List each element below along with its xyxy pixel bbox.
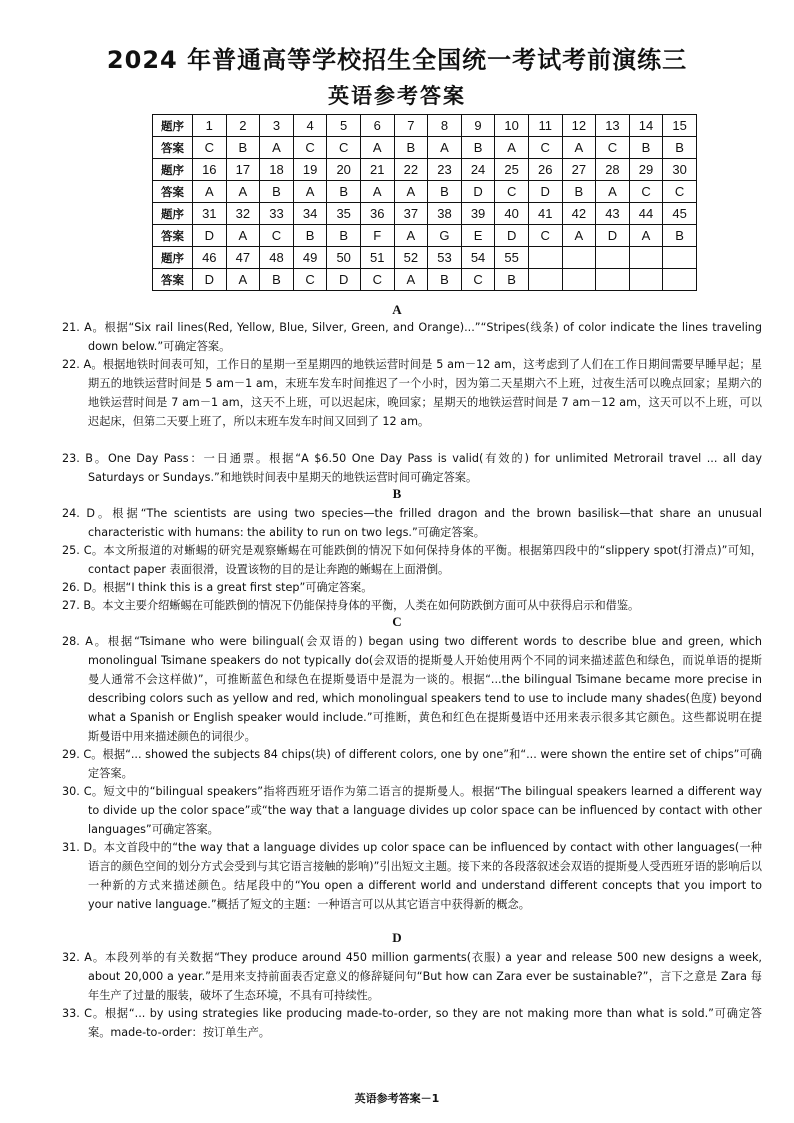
answer-table-cell: 44 — [629, 203, 663, 225]
answer-table-cell — [663, 269, 697, 291]
answer-table-cell: 8 — [428, 115, 462, 137]
answer-table-cell: D — [461, 181, 495, 203]
answer-explanation-32: 32. A。本段列举的有关数据“They produce around 450 million garments(衣服) a year and release 500 new designs a week, about 20,000 a year.”是用来支持前面表否定意义的修辞疑问句“But how can Zara ever be sustainable?”，言下之意是 Zara 每年生产了过量的服装，破坏了生态环境，不具有可持续性。 — [62, 951, 762, 1002]
answer-table-cell: 50 — [327, 247, 361, 269]
answer-table-row — [153, 225, 697, 247]
answer-table-cell: C — [528, 225, 562, 247]
answer-table-cell: B — [260, 181, 294, 203]
answer-explanation-31: 31. D。本文首段中的“the way that a language divides up color space can be influenced by contact with other languages(一种语言的颜色空间的划分方式会受到与其它语言接触的影响)”引出短文主题。接下来的各段落叙述会双语的提斯曼人受西班牙语的影响后以一种新的方式来描述颜色。结尾段中的“You open a different world and understand different concepts that you import to your native language.”概括了短文的主题：一种语言可以从其它语言中获得新的概念。 — [62, 841, 762, 911]
answer-table-cell: 48 — [260, 247, 294, 269]
answer-table-cell: C — [293, 269, 327, 291]
answer-table-cell: 2 — [226, 115, 260, 137]
answer-table-cell — [629, 247, 663, 269]
answer-table-cell: C — [663, 181, 697, 203]
answer-table-cell: 10 — [495, 115, 529, 137]
answer-table-cell: C — [193, 137, 227, 159]
answer-table-row — [153, 159, 697, 181]
answer-table-cell: B — [562, 181, 596, 203]
answer-table-cell: 5 — [327, 115, 361, 137]
answer-table-row-header: 题序 — [153, 203, 193, 225]
answer-table-cell: C — [260, 225, 294, 247]
answer-table-cell: 49 — [293, 247, 327, 269]
answer-table-cell — [562, 269, 596, 291]
answer-explanation-27: 27. B。本文主要介绍蜥蜴在可能跌倒的情况下仍能保持身体的平衡，人类在如何防跌倒方面可从中获得启示和借鉴。 — [62, 599, 640, 612]
answer-table-row-header: 题序 — [153, 247, 193, 269]
answer-explanation-30: 30. C。短文中的“bilingual speakers”指将西班牙语作为第二语言的提斯曼人。根据“The bilingual speakers learned a different way to divide up the color space”或“the way that a language divides up color space can be influenced by contact with other languages”可确定答案。 — [62, 785, 762, 836]
answer-table-cell: 53 — [428, 247, 462, 269]
answer-table-cell: 12 — [562, 115, 596, 137]
answer-explanation-29: 29. C。根据“... showed the subjects 84 chips(块) of different colors, one by one”和“... were shown the entire set of chips”可确定答案。 — [62, 748, 762, 780]
answer-table-cell: D — [327, 269, 361, 291]
answer-table-cell: D — [596, 225, 630, 247]
answer-table-cell: C — [528, 137, 562, 159]
answer-table-cell: B — [260, 269, 294, 291]
answer-table-row-header: 答案 — [153, 137, 193, 159]
answer-table-cell: 35 — [327, 203, 361, 225]
answer-table-cell: A — [360, 181, 394, 203]
answer-table-cell: 3 — [260, 115, 294, 137]
answer-table-row-header: 答案 — [153, 181, 193, 203]
answer-table-cell: A — [360, 137, 394, 159]
page-title: 2024 年普通高等学校招生全国统一考试考前演练三 — [106, 46, 688, 74]
answer-table-cell: A — [394, 225, 428, 247]
answer-table-cell: 38 — [428, 203, 462, 225]
answer-table-cell: 16 — [193, 159, 227, 181]
answer-table-cell — [596, 269, 630, 291]
answer-table-cell: 18 — [260, 159, 294, 181]
answer-table-cell — [596, 247, 630, 269]
answer-table-cell: 11 — [528, 115, 562, 137]
answer-table-cell: 21 — [360, 159, 394, 181]
section-heading-b: B — [392, 486, 402, 501]
answer-table-cell: C — [327, 137, 361, 159]
answer-table-cell: B — [327, 225, 361, 247]
answer-table-cell: 4 — [293, 115, 327, 137]
answer-table-cell: 43 — [596, 203, 630, 225]
answer-table-cell: 19 — [293, 159, 327, 181]
answer-explanation-22: 22. A。根据地铁时间表可知，工作日的星期一至星期四的地铁运营时间是 5 am－12 am，这考虑到了人们在工作日期间需要早睡早起；星期五的地铁运营时间是 5 am－1 am，末班车发车时间推迟了一个小时，因为第二天星期六不上班，过夜生活可以晚点回家；星期六的地铁运营时间是 7 am－1 am，这天不上班，可以迟起床，晚回家；星期天的地铁运营时间是 7 am－12 am，这天可以不上班，可以迟起床，但第二天要上班了，所以末班车发车时间又回到了 12 am。 — [62, 358, 762, 428]
answer-table-cell — [663, 247, 697, 269]
answer-table-cell: E — [461, 225, 495, 247]
answer-table-cell: 15 — [663, 115, 697, 137]
answer-table-cell: 54 — [461, 247, 495, 269]
answer-table-cell: 24 — [461, 159, 495, 181]
answer-table-cell: A — [428, 137, 462, 159]
answer-table-cell: C — [596, 137, 630, 159]
answer-table-cell: B — [495, 269, 529, 291]
answer-table-cell: C — [495, 181, 529, 203]
answer-explanation-33: 33. C。根据“... by using strategies like producing made-to-order, so they are not making more than what is sold.”可确定答案。made-to-order：按订单生产。 — [62, 1007, 762, 1039]
answer-table-cell: D — [495, 225, 529, 247]
answer-table-cell: B — [428, 181, 462, 203]
answer-table-cell: A — [495, 137, 529, 159]
answer-table-cell: 25 — [495, 159, 529, 181]
answer-table-cell: 22 — [394, 159, 428, 181]
answer-table-cell: B — [629, 137, 663, 159]
answer-table-cell: A — [562, 225, 596, 247]
answer-explanation-24: 24. D。根据“The scientists are using two species—the frilled dragon and the brown basilisk—that share an unusual characteristic with humans: the ability to run on two legs.”可确定答案。 — [62, 507, 762, 539]
page-footer: 英语参考答案－1 — [354, 1092, 440, 1105]
answer-table-cell: A — [629, 225, 663, 247]
answer-table-cell: A — [596, 181, 630, 203]
answer-table-row — [153, 247, 697, 269]
answer-table-cell: B — [663, 137, 697, 159]
answer-table-cell: 39 — [461, 203, 495, 225]
answer-table-cell: 9 — [461, 115, 495, 137]
answer-table-cell: B — [461, 137, 495, 159]
answer-table-cell: C — [293, 137, 327, 159]
answer-table-cell: 30 — [663, 159, 697, 181]
answer-table-cell: A — [226, 181, 260, 203]
answer-table-cell: 45 — [663, 203, 697, 225]
answer-table-cell: 52 — [394, 247, 428, 269]
answer-table-cell: 17 — [226, 159, 260, 181]
answer-table-cell: 41 — [528, 203, 562, 225]
answer-table-cell: 7 — [394, 115, 428, 137]
answer-table-cell: 1 — [193, 115, 227, 137]
answer-table-cell: 40 — [495, 203, 529, 225]
answer-table-cell: 28 — [596, 159, 630, 181]
answer-table-cell — [562, 247, 596, 269]
answer-table-row — [153, 181, 697, 203]
answer-table-cell: A — [293, 181, 327, 203]
answer-table-cell: F — [360, 225, 394, 247]
answer-explanation-21: 21. A。根据“Six rail lines(Red, Yellow, Blue, Silver, Green, and Orange)...”“Stripes(线条) of color indicate the lines traveling down below.”可确定答案。 — [62, 321, 762, 353]
answer-table-cell: B — [663, 225, 697, 247]
answer-table — [152, 114, 697, 291]
answer-explanation-28: 28. A。根据“Tsimane who were bilingual(会双语的) began using two different words to describe blue and green, which monolingual Tsimane speakers do not typically do(会双语的提斯曼人开始使用两个不同的词来描述蓝色和绿色，而说单语的提斯曼人通常不会这样做)”，可推断蓝色和绿色在提斯曼语中是混为一谈的。根据“...the bilingual Tsimane became more precise in describing colors such as yellow and red, which monolingual speakers tend to use to include many shades(色度) beyond what a Spanish or English speaker would include.”可推断，黄色和红色在提斯曼语中还用来表示很多其它颜色。这些都说明在提斯曼语中用来描述颜色的词很少。 — [62, 635, 762, 743]
answer-table-cell: C — [461, 269, 495, 291]
answer-table-cell: B — [428, 269, 462, 291]
answer-table-cell: 34 — [293, 203, 327, 225]
answer-table-cell: C — [629, 181, 663, 203]
answer-table-row — [153, 115, 697, 137]
answer-explanation-23: 23. B。One Day Pass：一日通票。根据“A $6.50 One Day Pass is valid(有效的) for unlimited Metrorail travel ... all day Saturdays or Sundays.”和地铁时间表中星期天的地铁运营时间可确定答案。 — [62, 452, 762, 484]
answer-table-cell: B — [226, 137, 260, 159]
answer-table-cell: 29 — [629, 159, 663, 181]
answer-table-cell: 20 — [327, 159, 361, 181]
answer-table-cell: D — [193, 225, 227, 247]
answer-table-cell: 26 — [528, 159, 562, 181]
answer-explanation-25: 25. C。本文所报道的对蜥蜴的研究是观察蜥蜴在可能跌倒的情况下如何保持身体的平衡。根据第四段中的“slippery spot(打滑点)”可知，contact paper 表面很滑，设置该物的目的是让奔跑的蜥蜴在上面滑倒。 — [62, 544, 762, 576]
answer-table-cell: D — [193, 269, 227, 291]
answer-table-cell: B — [327, 181, 361, 203]
answer-table-cell: 42 — [562, 203, 596, 225]
answer-table-row-header: 答案 — [153, 269, 193, 291]
answer-table-cell: 36 — [360, 203, 394, 225]
answer-table-cell: A — [226, 225, 260, 247]
answer-table-cell: A — [260, 137, 294, 159]
answer-table-row — [153, 137, 697, 159]
answer-table-row-header: 题序 — [153, 159, 193, 181]
section-heading-c: C — [392, 614, 402, 629]
answer-table-row — [153, 203, 697, 225]
answer-table-cell: 37 — [394, 203, 428, 225]
answer-table-cell — [629, 269, 663, 291]
section-heading-a: A — [392, 302, 402, 317]
answer-table-cell: 47 — [226, 247, 260, 269]
page-subtitle: 英语参考答案 — [328, 84, 466, 108]
answer-table-cell: B — [293, 225, 327, 247]
answer-table-cell: C — [360, 269, 394, 291]
answer-table-row — [153, 269, 697, 291]
answer-table-cell: 51 — [360, 247, 394, 269]
answer-table-cell: A — [394, 269, 428, 291]
answer-table-cell: A — [226, 269, 260, 291]
answer-table-cell: 14 — [629, 115, 663, 137]
answer-table-cell: 23 — [428, 159, 462, 181]
answer-table-cell: A — [562, 137, 596, 159]
answer-explanation-26: 26. D。根据“I think this is a great first step”可确定答案。 — [62, 581, 373, 594]
answer-table-row-header: 题序 — [153, 115, 193, 137]
answer-table-cell: D — [528, 181, 562, 203]
answer-table-cell — [528, 247, 562, 269]
section-heading-d: D — [392, 930, 402, 945]
answer-table-cell: A — [394, 181, 428, 203]
answer-table-cell: 32 — [226, 203, 260, 225]
answer-table-cell: B — [394, 137, 428, 159]
answer-table-cell: 13 — [596, 115, 630, 137]
answer-table-cell: 33 — [260, 203, 294, 225]
answer-table-cell: G — [428, 225, 462, 247]
answer-table-cell: A — [193, 181, 227, 203]
answer-table-cell: 31 — [193, 203, 227, 225]
answer-table-cell: 46 — [193, 247, 227, 269]
answer-table-cell: 55 — [495, 247, 529, 269]
answer-table-cell — [528, 269, 562, 291]
answer-table-cell: 6 — [360, 115, 394, 137]
answer-table-cell: 27 — [562, 159, 596, 181]
answer-table-row-header: 答案 — [153, 225, 193, 247]
